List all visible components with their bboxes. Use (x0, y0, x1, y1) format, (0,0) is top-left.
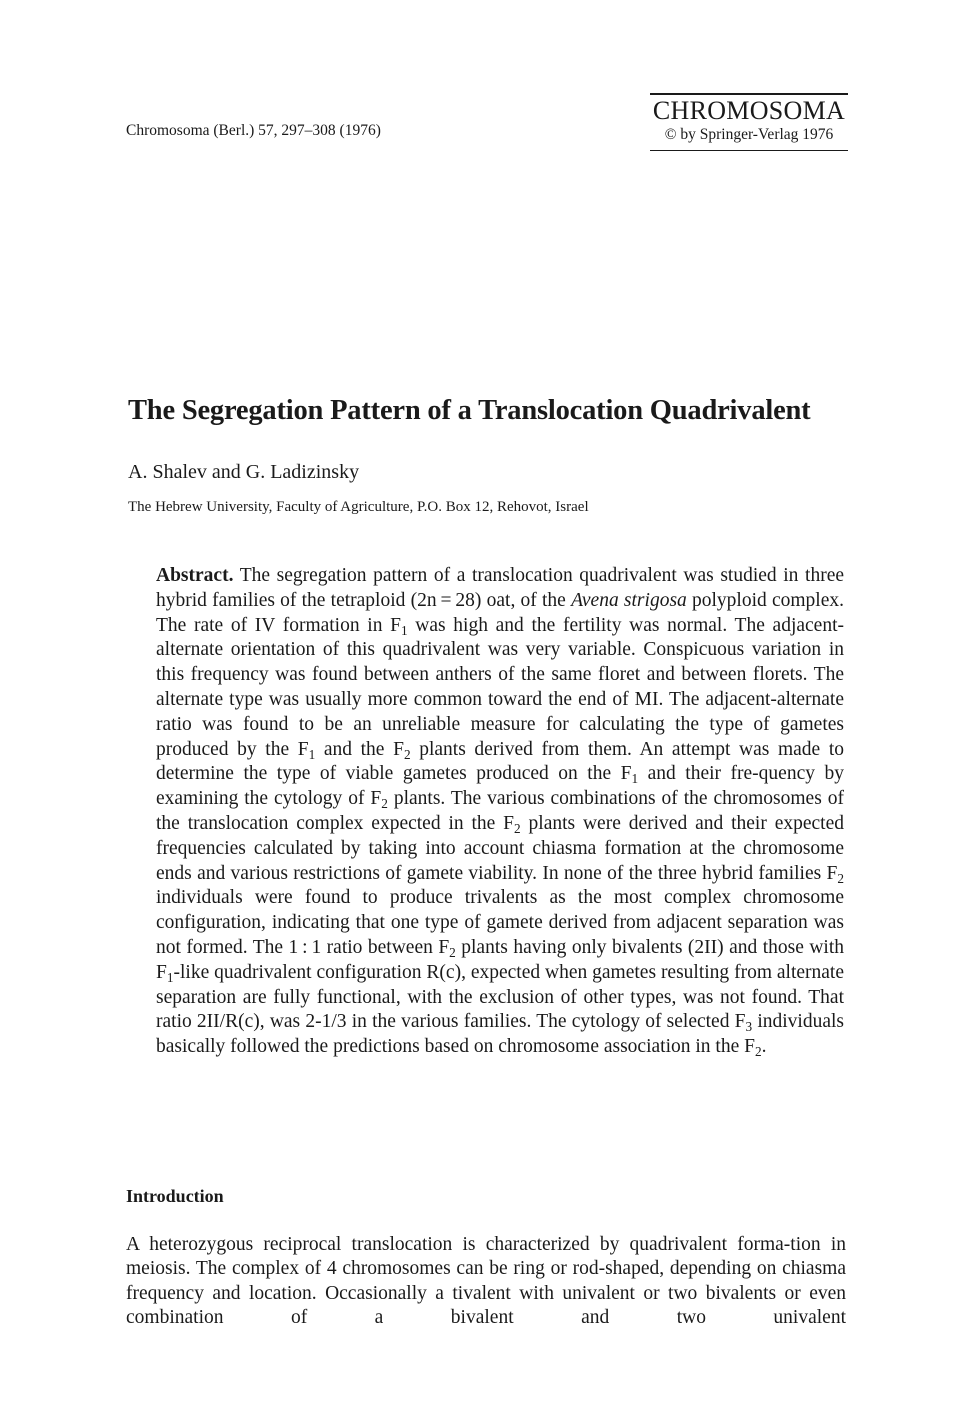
abstract-text: individuals were found to produce trivalents as the most complex chromosome configuration, indicating that one type of gamete derived from adjacent separation was not formed. The 1 : 1 ratio between F (156, 887, 844, 958)
abstract-text: polyploid complex. The rate of IV formation in F (156, 589, 844, 636)
abstract-text: and the F (315, 738, 404, 760)
article-authors: A. Shalev and G. Ladizinsky (128, 461, 360, 483)
abstract-text: individuals basically followed the predictions based on chromosome association in the F (156, 1011, 844, 1058)
subscript: 2 (514, 820, 521, 836)
abstract-text: plants. The various combinations of the chromosomes of the translocation complex expected in the F (156, 788, 844, 834)
copyright-line: © by Springer-Verlag 1976 (664, 125, 834, 143)
subscript: 2 (837, 870, 844, 886)
abstract-text: -like quadrivalent configuration R(c), expected when gametes resulting from alternate separation are fully functional, with the exclusion of other types, was not found. That ratio 2II/R(c), was 2-1/3 in the various families. The cytology of selected F (156, 961, 844, 1033)
abstract-text: plants were derived and their expected frequencies calculated by taking into account chiasma formation at the chromosome ends and various restrictions of gamete viability. In none of the three hybrid families F (156, 812, 844, 884)
journal-citation: Chromosoma (Berl.) 57, 297–308 (1976) (126, 122, 381, 139)
abstract-text: was high and the fertility was normal. The adjacent-alternate orientation of this quadrivalent was very variable. Conspicuous variation in this frequency was found between anthers of the same floret and between florets. The alternate type was usually more common toward the end of MI. The adjacent-alternate ratio was found to be an unreliable measure for calculating the type of gametes produced by the F (156, 614, 844, 760)
subscript: 2 (449, 944, 456, 960)
abstract-paragraph (156, 564, 844, 1060)
introduction-text (126, 1233, 846, 1331)
masthead-bottom-rule (650, 150, 848, 152)
subscript: 3 (745, 1019, 753, 1035)
abstract-text: plants having only bivalents (2II) and those with F (156, 936, 844, 983)
abstract-text: and their fre-quency by examining the cytology of F (156, 763, 844, 810)
body-paragraph: A heterozygous reciprocal translocation is characterized by quadrivalent forma-tion in meiosis. The complex of 4 chromosomes can be ring or rod-shaped, depending on chiasma frequency and location. Occasionally a tivalent with univalent or two bivalents or even combination of a bivalent and two univalent (126, 1234, 846, 1329)
journal-masthead (650, 93, 848, 151)
subscript: 1 (631, 771, 639, 787)
subscript: 2 (381, 796, 388, 812)
subscript: 1 (400, 622, 408, 638)
abstract-text: . (761, 1036, 767, 1058)
article-title: The Segregation Pattern of a Translocation Quadrivalent (128, 395, 811, 426)
abstract (156, 564, 844, 1060)
section-heading-introduction: Introduction (126, 1186, 224, 1206)
abstract-text: The segregation pattern of a translocation quadrivalent was studied in three hybrid families of the tetraploid (2n = 28) oat, of the (156, 565, 844, 611)
subscript: 2 (754, 1044, 762, 1060)
subscript: 1 (308, 746, 316, 762)
subscript: 2 (403, 746, 411, 762)
subscript: 1 (166, 969, 174, 985)
masthead-top-rule (650, 93, 848, 95)
species-name: Avena strigosa (571, 589, 687, 611)
author-affiliation: The Hebrew University, Faculty of Agriculture, P.O. Box 12, Rehovot, Israel (128, 499, 589, 515)
journal-name: CHROMOSOMA (652, 95, 846, 125)
abstract-text: plants derived from them. An attempt was made to determine the type of viable gametes produced on the F (156, 738, 845, 785)
abstract-label: Abstract. (156, 565, 234, 586)
